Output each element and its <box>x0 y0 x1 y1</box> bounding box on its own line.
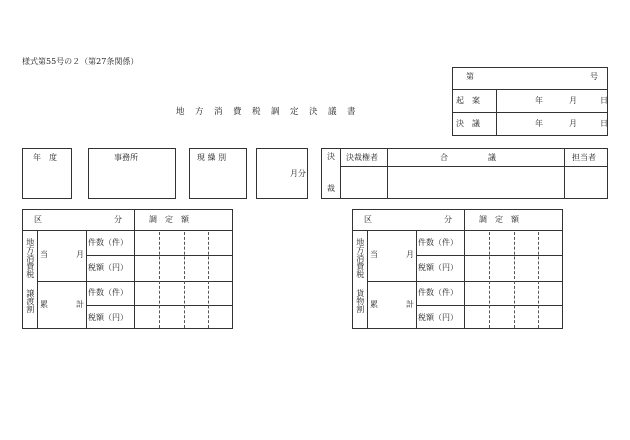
dashed-divider <box>514 232 515 328</box>
divider <box>340 148 341 199</box>
ku-label: 区 <box>34 215 42 224</box>
ketsugi-month: 月 <box>569 119 577 128</box>
kian-day: 日 <box>600 96 608 105</box>
kian-label: 起 案 <box>456 96 480 105</box>
divider <box>496 89 497 136</box>
dashed-divider <box>159 232 160 328</box>
kei-label: 計 <box>76 300 84 309</box>
side-label-top: 地方消費税 <box>25 238 35 278</box>
rui-label: 累 <box>370 300 378 309</box>
side-label-bottom: 貨物割 <box>355 289 365 313</box>
chotei-label: 調 定 額 <box>149 215 189 224</box>
divider <box>387 148 388 199</box>
kian-month: 月 <box>569 96 577 105</box>
getsu-label: 月 <box>406 250 414 259</box>
bun-label: 分 <box>444 215 452 224</box>
divider <box>452 89 608 90</box>
zeigaku-label: 税額（円） <box>418 263 458 272</box>
go-label: 号 <box>590 72 598 81</box>
divider <box>464 209 465 329</box>
jimusho-label: 事務所 <box>114 153 138 162</box>
divider <box>352 230 563 231</box>
to-label: 当 <box>370 250 378 259</box>
ku-label: 区 <box>364 215 372 224</box>
kessai-kensha-label: 決裁権者 <box>346 153 378 162</box>
dashed-divider <box>538 232 539 328</box>
kei-label: 計 <box>406 300 414 309</box>
divider <box>564 148 565 199</box>
divider <box>37 230 38 329</box>
genkyo-label: 現 繰 別 <box>197 153 227 162</box>
divider <box>452 112 608 113</box>
divider <box>367 281 563 282</box>
kian-year: 年 <box>535 96 543 105</box>
form-number: 様式第55号の２（第27条関係） <box>22 57 139 66</box>
kensu-label: 件数（件） <box>418 288 458 297</box>
divider <box>340 166 608 167</box>
divider <box>367 230 368 329</box>
kensu-label: 件数（件） <box>418 238 458 247</box>
side-label-bottom: 譲渡割 <box>25 289 35 313</box>
divider <box>134 209 135 329</box>
document-title: 地 方 消 費 税 調 定 決 議 書 <box>176 107 357 117</box>
divider <box>22 230 233 231</box>
bun-label: 分 <box>114 215 122 224</box>
dai-label: 第 <box>466 72 474 81</box>
dashed-divider <box>208 232 209 328</box>
ketsugi-label: 決 議 <box>456 119 480 128</box>
divider <box>416 230 417 329</box>
sai-label: 裁 <box>327 184 335 193</box>
ketsugi-year: 年 <box>535 119 543 128</box>
ketsugi-day: 日 <box>600 119 608 128</box>
nendo-label: 年 度 <box>33 153 57 162</box>
tantosha-label: 担当者 <box>572 153 596 162</box>
to-label: 当 <box>40 250 48 259</box>
zeigaku-label: 税額（円） <box>88 313 128 322</box>
side-label-top: 地方消費税 <box>355 238 365 278</box>
dashed-divider <box>489 232 490 328</box>
kensu-label: 件数（件） <box>88 288 128 297</box>
gatsubun-label: 月分 <box>290 169 306 178</box>
chotei-label: 調 定 額 <box>479 215 519 224</box>
divider <box>37 281 233 282</box>
zeigaku-label: 税額（円） <box>88 263 128 272</box>
gogi-label: 合 議 <box>440 153 496 162</box>
zeigaku-label: 税額（円） <box>418 313 458 322</box>
divider <box>86 230 87 329</box>
getsu-label: 月 <box>76 250 84 259</box>
ketsu-label: 決 <box>327 152 335 161</box>
kensu-label: 件数（件） <box>88 238 128 247</box>
dashed-divider <box>184 232 185 328</box>
rui-label: 累 <box>40 300 48 309</box>
